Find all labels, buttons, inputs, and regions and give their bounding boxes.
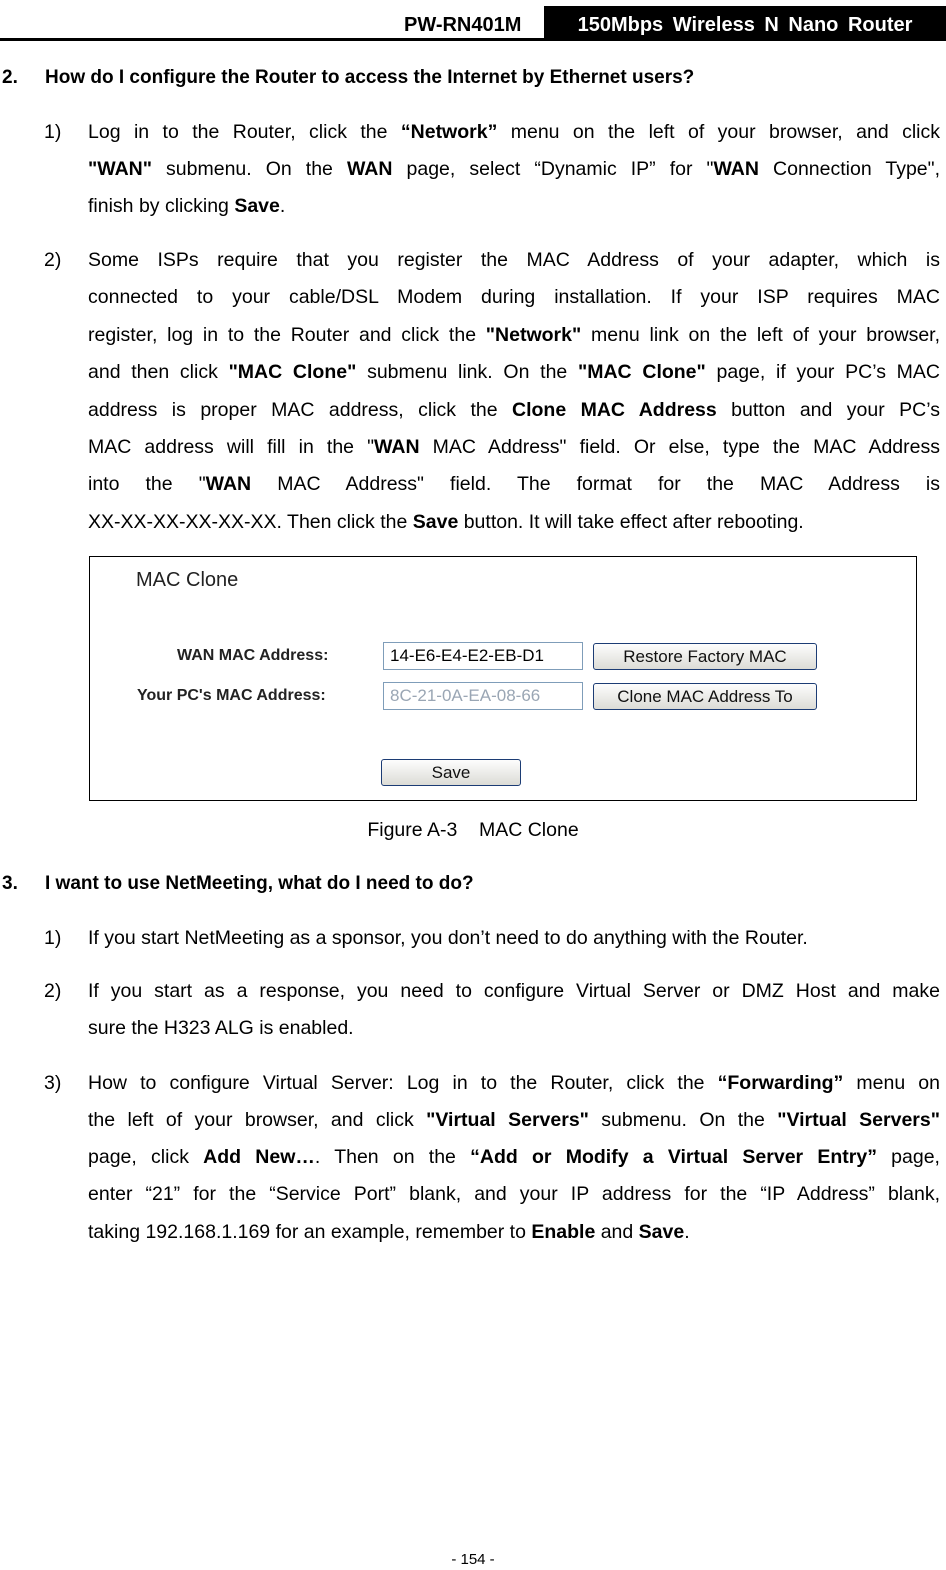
header-product: 150Mbps Wireless N Nano Router [544, 6, 946, 40]
q2-item-1-line: Log in to the Router, click the “Network” menu on the left of your browser, and click [88, 121, 940, 143]
q3-item-1-number: 1) [44, 927, 62, 949]
q2-item-2-line: into the "WAN MAC Address" field. The format for the MAC Address is [88, 473, 940, 495]
wan-mac-input[interactable]: 14-E6-E4-E2-EB-D1 [383, 642, 583, 670]
header-model: PW-RN401M [404, 14, 522, 36]
q2-item-2-number: 2) [44, 249, 62, 271]
q2-item-2-line: and then click "MAC Clone" submenu link. On the "MAC Clone" page, if your PC’s MAC [88, 361, 941, 383]
q3-item-3-line: enter “21” for the “Service Port” blank, and your IP address for the “IP Address” blank, [88, 1183, 940, 1205]
q3-item-2-line: If you start as a response, you need to configure Virtual Server or DMZ Host and make [88, 980, 940, 1002]
wan-mac-label: WAN MAC Address: [177, 647, 329, 664]
question-2-number: 2. [2, 67, 18, 88]
figure-caption: Figure A-3 MAC Clone [367, 819, 579, 841]
restore-factory-mac-button[interactable]: Restore Factory MAC [593, 643, 817, 670]
q3-item-1-line: If you start NetMeeting as a sponsor, you don’t need to do anything with the Router. [88, 927, 808, 949]
q2-item-2-line: Some ISPs require that you register the MAC Address of your adapter, which is [88, 249, 940, 271]
question-3-number: 3. [2, 873, 18, 894]
q3-item-3-line: How to configure Virtual Server: Log in to the Router, click the “Forwarding” menu on [88, 1072, 940, 1094]
figure-title: MAC Clone [136, 569, 239, 591]
mac-clone-figure [89, 556, 917, 801]
q3-item-3-number: 3) [44, 1072, 62, 1094]
q3-item-3-line: taking 192.168.1.169 for an example, remember to Enable and Save. [88, 1221, 690, 1243]
q2-item-2-line: connected to your cable/DSL Modem during installation. If your ISP requires MAC [88, 286, 940, 308]
header-rule [0, 38, 946, 41]
q3-item-3-line: the left of your browser, and click "Virtual Servers" submenu. On the "Virtual Servers" [88, 1109, 940, 1131]
q3-item-2-line: sure the H323 ALG is enabled. [88, 1017, 354, 1039]
q3-item-3-line: page, click Add New…. Then on the “Add or Modify a Virtual Server Entry” page, [88, 1146, 940, 1168]
q2-item-2-line: XX-XX-XX-XX-XX-XX. Then click the Save button. It will take effect after rebooting. [88, 511, 804, 533]
question-2-title: How do I configure the Router to access the Internet by Ethernet users? [45, 67, 695, 88]
q2-item-2-line: address is proper MAC address, click the Clone MAC Address button and your PC’s [88, 399, 940, 421]
pc-mac-input[interactable]: 8C-21-0A-EA-08-66 [383, 682, 583, 710]
q2-item-2-line: MAC address will fill in the "WAN MAC Address" field. Or else, type the MAC Address [88, 436, 940, 458]
q3-item-2-number: 2) [44, 980, 62, 1002]
q2-item-1-line: finish by clicking Save. [88, 195, 286, 217]
q2-item-1-number: 1) [44, 121, 62, 143]
question-3-title: I want to use NetMeeting, what do I need to do? [45, 873, 474, 894]
q2-item-1-line: "WAN" submenu. On the WAN page, select “Dynamic IP” for "WAN Connection Type", [88, 158, 940, 180]
pc-mac-label: Your PC's MAC Address: [137, 687, 326, 704]
clone-mac-address-button[interactable]: Clone MAC Address To [593, 683, 817, 710]
page-number: - 154 - [451, 1551, 495, 1568]
save-button[interactable]: Save [381, 759, 521, 786]
q2-item-2-line: register, log in to the Router and click the "Network" menu link on the left of your browser, [88, 324, 940, 346]
